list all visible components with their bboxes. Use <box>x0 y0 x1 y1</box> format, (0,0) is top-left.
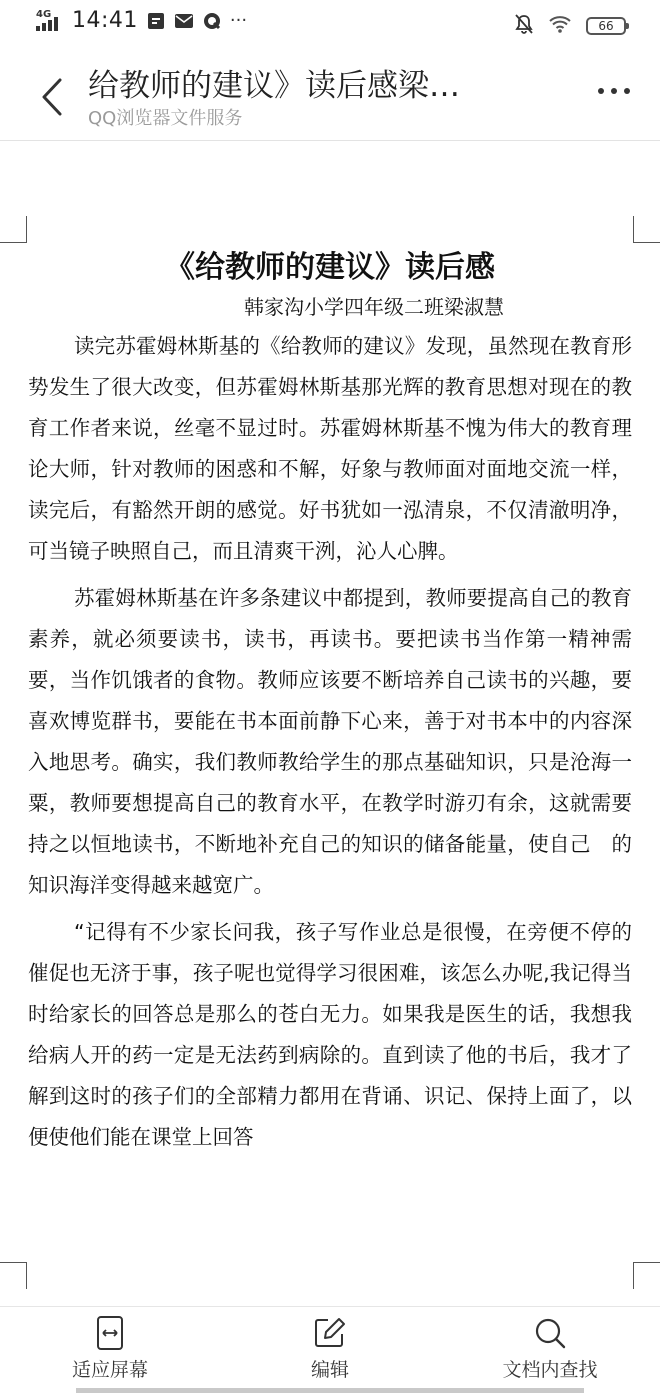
app-notification-icon <box>146 11 166 31</box>
home-indicator[interactable] <box>76 1388 584 1393</box>
paragraph: 读完苏霍姆林斯基的《给教师的建议》发现，虽然现在教育形势发生了很大改变，但苏霍姆林斯基那光辉的教育思想对现在的教育工作者来说，丝毫不显过时。苏霍姆林斯基不愧为伟大的教育理论大师，针对教师的困惑和不解，好象与教师面对面地交流一样，读完后，有豁然开朗的感觉。好书犹如一泓清泉，不仅清澈明净，可当镜子映照自己，而且清爽干洌，沁人心脾。 <box>28 334 632 563</box>
essay-author: 韩家沟小学四年级二班梁淑慧 <box>244 295 504 319</box>
more-notifications-icon: ··· <box>229 10 248 31</box>
page-corner-mark <box>0 216 27 243</box>
paragraph: “记得有不少家长问我，孩子写作业总是很慢，在旁便不停的催促也无济于事，孩子呢也觉得学习很困难，该怎么办呢,我记得当时给家长的回答总是那么的苍白无力。如果我是医生的话，我想我给病人开的药一定是无法药到病除的。直到读了他的书后，我才了解到这时的孩子们的全部精力都用在背诵、识记、保持上面了，以便使他们能在课堂上回答 <box>28 920 632 1149</box>
find-in-document-label: 文档内查找 <box>502 1359 598 1381</box>
mute-icon <box>514 13 534 39</box>
mail-icon <box>174 13 194 29</box>
network-type: 4G <box>36 8 52 20</box>
signal-icon <box>36 9 64 33</box>
document-page[interactable] <box>28 246 632 1164</box>
edit-button[interactable] <box>292 1315 368 1382</box>
page-corner-mark <box>0 1262 27 1289</box>
bottom-toolbar <box>0 1306 660 1394</box>
search-icon <box>532 1315 568 1351</box>
browser-notification-icon <box>202 11 222 31</box>
status-bar <box>0 0 660 52</box>
page-corner-mark <box>633 216 660 243</box>
more-options-icon[interactable] <box>598 88 630 94</box>
chevron-left-icon <box>34 74 70 120</box>
edit-icon <box>312 1315 348 1351</box>
essay-title: 《给教师的建议》读后感 <box>165 250 495 285</box>
battery-indicator: 66 <box>586 17 626 35</box>
paragraph: 苏霍姆林斯基在许多条建议中都提到，教师要提高自己的教育素养，就必须要读书，读书，再读书。要把读书当作第一精神需要，当作饥饿者的食物。教师应该要不断培养自己读书的兴趣，要喜欢博览群书，要能在书本面前静下心来，善于对书本中的内容深入地思考。确实，我们教师教给学生的那点基础知识，只是沧海一粟，教师要想提高自己的教育水平，在教学时游刃有余，这就需要持之以恒地读书，不断地补充自己的知识的储备能量，使自己 的知识海洋变得越来越宽广。 <box>28 586 632 897</box>
find-in-document-button[interactable] <box>490 1315 610 1382</box>
wifi-icon <box>548 15 572 37</box>
document-title: 给教师的建议》读后感梁… <box>88 68 460 104</box>
app-header <box>0 52 660 141</box>
fit-screen-label: 适应屏幕 <box>71 1359 148 1381</box>
clock: 14:41 <box>72 8 138 33</box>
service-subtitle: QQ浏览器文件服务 <box>88 108 243 129</box>
page-corner-mark <box>633 1262 660 1289</box>
edit-label: 编辑 <box>310 1359 349 1381</box>
fit-screen-button[interactable] <box>62 1315 158 1382</box>
back-button[interactable] <box>34 74 70 120</box>
fit-screen-icon <box>95 1315 125 1351</box>
